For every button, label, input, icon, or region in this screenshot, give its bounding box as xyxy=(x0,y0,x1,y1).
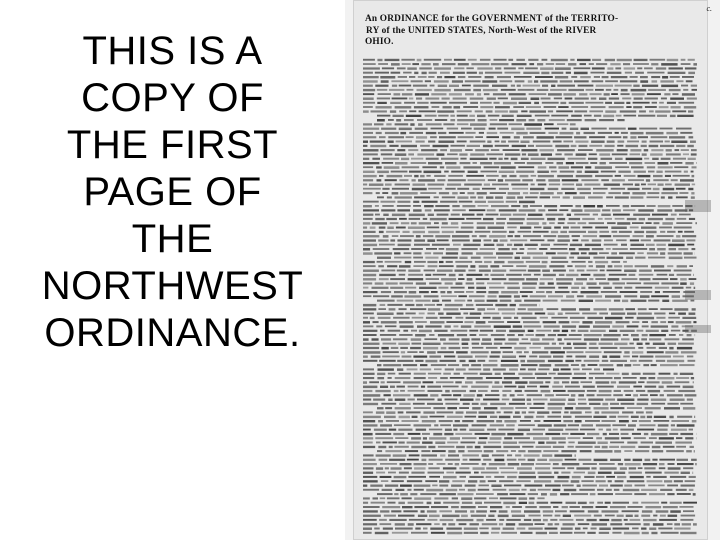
text-line xyxy=(363,192,695,195)
margin-note xyxy=(685,200,711,212)
text-line xyxy=(363,416,695,419)
text-line xyxy=(363,467,693,470)
text-line xyxy=(363,472,693,475)
text-line xyxy=(363,72,695,75)
text-line xyxy=(363,399,693,402)
text-line xyxy=(363,476,696,479)
text-line xyxy=(363,313,695,316)
text-line xyxy=(363,351,697,354)
text-line xyxy=(363,459,697,462)
text-line xyxy=(363,510,694,513)
margin-note xyxy=(685,290,711,300)
text-line xyxy=(363,403,693,406)
text-line xyxy=(363,209,693,212)
text-line xyxy=(363,188,693,191)
text-line xyxy=(363,261,627,263)
text-line xyxy=(377,300,694,303)
text-line xyxy=(363,149,697,152)
text-line xyxy=(363,89,697,92)
text-line xyxy=(363,497,545,500)
document-image xyxy=(345,0,720,540)
text-line xyxy=(363,429,693,432)
margin-note xyxy=(685,325,711,333)
text-line xyxy=(363,153,697,156)
text-line xyxy=(363,381,694,384)
text-line xyxy=(363,98,697,101)
text-line xyxy=(377,196,695,199)
text-line xyxy=(363,308,696,311)
text-line xyxy=(363,528,691,531)
document-body-text xyxy=(345,0,720,540)
text-line xyxy=(363,424,695,426)
text-line xyxy=(363,63,697,66)
caption-text xyxy=(0,28,345,357)
text-line xyxy=(363,394,696,397)
text-line xyxy=(363,356,693,359)
text-line xyxy=(363,123,576,126)
text-line xyxy=(363,110,693,112)
text-line xyxy=(363,437,697,440)
text-line xyxy=(363,519,693,521)
text-line xyxy=(377,450,695,453)
text-line xyxy=(363,420,696,423)
text-line xyxy=(363,377,694,379)
text-line xyxy=(363,136,693,138)
text-line xyxy=(377,119,625,122)
text-line xyxy=(363,282,694,285)
text-line xyxy=(363,287,695,289)
text-line xyxy=(377,364,695,367)
text-line xyxy=(363,179,694,182)
text-line xyxy=(363,274,694,277)
text-line xyxy=(363,411,653,414)
text-line xyxy=(363,205,695,208)
text-line xyxy=(363,218,695,221)
caption-line: NORTHWEST xyxy=(41,264,304,308)
text-line xyxy=(377,407,695,410)
caption-line: THE xyxy=(131,217,214,261)
text-line xyxy=(363,252,695,255)
text-line xyxy=(377,115,694,118)
text-line xyxy=(363,368,614,371)
text-line xyxy=(363,227,692,230)
caption-line: PAGE OF xyxy=(83,170,262,214)
text-line xyxy=(363,162,697,165)
caption-line: THIS IS A xyxy=(82,29,263,73)
text-line xyxy=(363,239,695,242)
text-line xyxy=(363,446,694,449)
text-line xyxy=(363,76,694,79)
text-line xyxy=(363,93,695,96)
page-corner-mark: c. xyxy=(706,4,712,13)
text-line xyxy=(363,502,697,505)
text-line xyxy=(363,295,694,298)
text-line xyxy=(363,463,697,466)
text-line xyxy=(363,67,696,70)
text-line xyxy=(363,386,694,389)
text-line xyxy=(363,214,691,217)
text-line xyxy=(363,317,696,320)
text-line xyxy=(363,338,694,341)
caption-line: THE FIRST xyxy=(66,123,279,167)
text-line xyxy=(363,231,694,233)
text-line xyxy=(363,390,695,393)
text-line xyxy=(363,485,695,488)
text-line xyxy=(363,158,696,160)
caption-line: ORDINANCE. xyxy=(44,311,301,355)
text-line xyxy=(363,278,696,281)
text-line xyxy=(363,325,693,328)
text-line xyxy=(363,330,697,333)
text-line xyxy=(363,360,695,363)
text-line xyxy=(363,132,693,135)
text-line xyxy=(363,347,692,350)
text-line xyxy=(363,175,694,177)
text-line xyxy=(363,166,697,169)
text-line xyxy=(363,480,695,483)
text-line xyxy=(363,270,692,273)
text-line xyxy=(363,265,693,268)
heading-line: OHIO. xyxy=(365,37,394,47)
text-line xyxy=(363,145,694,148)
text-line xyxy=(363,184,695,186)
text-line xyxy=(363,85,697,88)
text-line xyxy=(363,128,692,131)
text-line xyxy=(363,222,697,225)
text-line xyxy=(363,171,694,174)
text-line xyxy=(363,244,694,247)
text-line xyxy=(363,454,576,457)
text-line xyxy=(363,141,696,144)
text-line xyxy=(363,343,694,346)
text-line xyxy=(363,433,697,436)
text-line xyxy=(363,321,697,324)
text-line xyxy=(377,493,696,496)
text-line xyxy=(363,59,695,62)
text-lines xyxy=(345,0,720,540)
text-line xyxy=(363,80,693,83)
text-line xyxy=(363,442,692,445)
text-line xyxy=(363,373,693,375)
text-line xyxy=(363,235,696,238)
text-line xyxy=(363,532,697,535)
text-line xyxy=(363,201,535,204)
text-line xyxy=(363,291,695,294)
text-line xyxy=(377,257,697,260)
caption-line: COPY OF xyxy=(81,76,264,120)
heading-line: RY of the UNITED STATES, North-West of the RIVER xyxy=(366,25,597,36)
text-line xyxy=(363,489,693,492)
text-line xyxy=(363,523,697,526)
text-line xyxy=(363,106,696,108)
text-line xyxy=(363,515,695,518)
text-line xyxy=(363,506,694,508)
text-line xyxy=(363,248,695,251)
text-line xyxy=(363,334,695,337)
heading-line: An ORDINANCE for the GOVERNMENT of the TERRITO- xyxy=(365,14,619,24)
text-line xyxy=(363,304,540,307)
text-line xyxy=(363,102,694,105)
